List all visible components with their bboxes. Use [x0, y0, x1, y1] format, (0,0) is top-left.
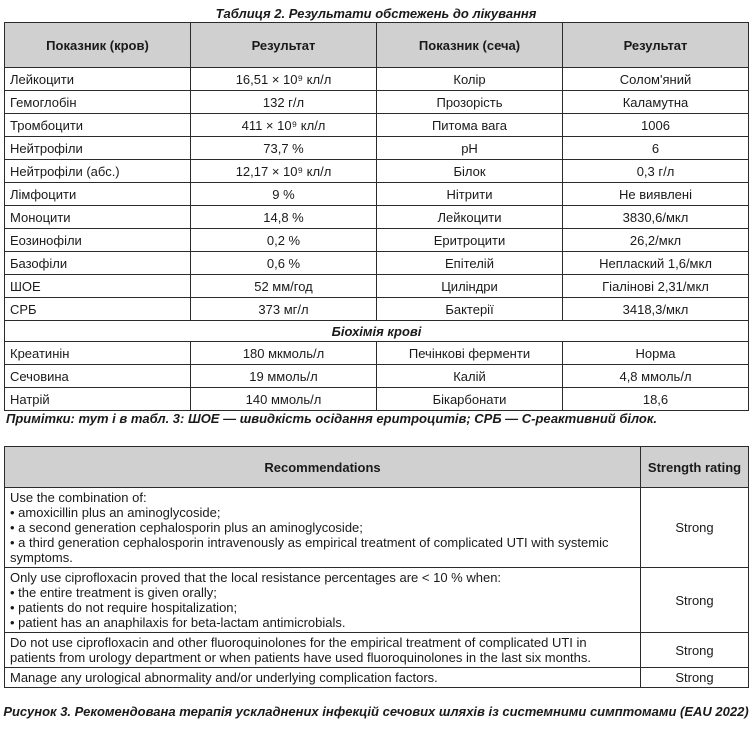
column-header-blood-indicator: Показник (кров): [5, 23, 191, 68]
table-cell: Лімфоцити: [5, 183, 191, 206]
table-row: [5, 365, 749, 388]
column-header-recommendations: Recommendations: [5, 447, 641, 488]
recommendation-text: Do not use ciprofloxacin and other fluoroquinolones for the empirical treatment of complicated UTI in patients from urology department or when patients have used fluoroquinolones in the last six months.: [10, 635, 592, 665]
table-cell: СРБ: [5, 298, 191, 321]
table-cell: 16,51 × 10⁹ кл/л: [191, 68, 377, 91]
table-notes: Примітки: тут і в табл. 3: ШОЕ — швидкість осідання еритроцитів; СРБ — С-реактивний білок.: [6, 411, 658, 426]
table-row: [5, 68, 749, 91]
strength-rating-cell: Strong: [641, 568, 749, 633]
recommendation-cell: [5, 668, 641, 688]
table-row: [5, 229, 749, 252]
table-row: [5, 183, 749, 206]
table-cell: Нейтрофіли (абс.): [5, 160, 191, 183]
table-cell: Не виявлені: [563, 183, 749, 206]
table-cell: Білок: [377, 160, 563, 183]
table-cell: Тромбоцити: [5, 114, 191, 137]
table-cell: 0,6 %: [191, 252, 377, 275]
strength-rating-cell: Strong: [641, 633, 749, 668]
table-row: [5, 488, 749, 568]
table-row: [5, 568, 749, 633]
table-cell: 19 ммоль/л: [191, 365, 377, 388]
table-row: [5, 114, 749, 137]
section-row: [5, 321, 749, 342]
recommendation-line: • a second generation cephalosporin plus an aminoglycoside;: [10, 520, 363, 535]
table-header-row: [5, 23, 749, 68]
table-cell: 1006: [563, 114, 749, 137]
table2-caption: Таблиця 2. Результати обстежень до лікування: [215, 6, 537, 21]
table-cell: 373 мг/л: [191, 298, 377, 321]
recommendation-text: Manage any urological abnormality and/or underlying complication factors.: [10, 670, 438, 685]
table-cell: Каламутна: [563, 91, 749, 114]
recommendation-line: • the entire treatment is given orally;: [10, 585, 217, 600]
figure3-caption: Рисунок 3. Рекомендована терапія ускладнених інфекцій сечових шляхів із системними симптомами (EAU 2022): [3, 704, 749, 719]
table-row: [5, 91, 749, 114]
column-header-strength-rating: Strength rating: [641, 447, 749, 488]
table-cell: 411 × 10⁹ кл/л: [191, 114, 377, 137]
table-header-row: [5, 447, 749, 488]
table-cell: Гемоглобін: [5, 91, 191, 114]
table-cell: 3830,6/мкл: [563, 206, 749, 229]
table-cell: Натрій: [5, 388, 191, 411]
table-cell: 9 %: [191, 183, 377, 206]
recommendation-line: • patients do not require hospitalization;: [10, 600, 238, 615]
section-title: Біохімія крові: [5, 321, 749, 342]
lab-results-table: [4, 22, 749, 411]
table-row: [5, 275, 749, 298]
table-cell: Лейкоцити: [377, 206, 563, 229]
table-cell: 18,6: [563, 388, 749, 411]
table-cell: Моноцити: [5, 206, 191, 229]
table-cell: 14,8 %: [191, 206, 377, 229]
table-row: [5, 252, 749, 275]
recommendations-table: [4, 446, 749, 688]
table-cell: Бактерії: [377, 298, 563, 321]
table-cell: 4,8 ммоль/л: [563, 365, 749, 388]
recommendation-line: • a third generation cephalosporin intravenously as empirical treatment of complicated UTI with systemic symptoms.: [10, 535, 609, 565]
table-cell: 26,2/мкл: [563, 229, 749, 252]
column-header-urine-indicator: Показник (сеча): [377, 23, 563, 68]
table-cell: Солом'яний: [563, 68, 749, 91]
table-cell: Нейтрофіли: [5, 137, 191, 160]
recommendation-text: Use the combination of:: [10, 490, 147, 505]
table-cell: рН: [377, 137, 563, 160]
recommendation-cell: [5, 633, 641, 668]
table-row: [5, 668, 749, 688]
table-cell: 3418,3/мкл: [563, 298, 749, 321]
table-cell: 180 мкмоль/л: [191, 342, 377, 365]
table-cell: Лейкоцити: [5, 68, 191, 91]
table-row: [5, 633, 749, 668]
table-row: [5, 137, 749, 160]
column-header-blood-result: Результат: [191, 23, 377, 68]
table-row: [5, 298, 749, 321]
table-cell: Еритроцити: [377, 229, 563, 252]
table-cell: Прозорість: [377, 91, 563, 114]
table-cell: Калій: [377, 365, 563, 388]
strength-rating-cell: Strong: [641, 668, 749, 688]
strength-rating-cell: Strong: [641, 488, 749, 568]
table-cell: Колір: [377, 68, 563, 91]
table-cell: 52 мм/год: [191, 275, 377, 298]
table-cell: Гіалінові 2,31/мкл: [563, 275, 749, 298]
recommendation-cell: [5, 488, 641, 568]
table-cell: Еозинофіли: [5, 229, 191, 252]
table-cell: ШОЕ: [5, 275, 191, 298]
table-cell: 0,2 %: [191, 229, 377, 252]
table-row: [5, 160, 749, 183]
column-header-urine-result: Результат: [563, 23, 749, 68]
table-cell: Норма: [563, 342, 749, 365]
table-cell: Циліндри: [377, 275, 563, 298]
table-cell: Неплаский 1,6/мкл: [563, 252, 749, 275]
recommendation-line: • patient has an anaphilaxis for beta-lactam antimicrobials.: [10, 615, 346, 630]
table-cell: 73,7 %: [191, 137, 377, 160]
table-cell: Креатинін: [5, 342, 191, 365]
table-cell: Нітрити: [377, 183, 563, 206]
table-cell: 0,3 г/л: [563, 160, 749, 183]
table-cell: 132 г/л: [191, 91, 377, 114]
table-row: [5, 206, 749, 229]
table-row: [5, 388, 749, 411]
table-cell: Бікарбонати: [377, 388, 563, 411]
table-cell: Епітелій: [377, 252, 563, 275]
table-cell: 6: [563, 137, 749, 160]
recommendation-line: • amoxicillin plus an aminoglycoside;: [10, 505, 221, 520]
table-cell: 140 ммоль/л: [191, 388, 377, 411]
table-cell: 12,17 × 10⁹ кл/л: [191, 160, 377, 183]
table-cell: Печінкові ферменти: [377, 342, 563, 365]
table-cell: Базофіли: [5, 252, 191, 275]
table-cell: Сечовина: [5, 365, 191, 388]
recommendation-cell: [5, 568, 641, 633]
recommendation-text: Only use ciprofloxacin proved that the local resistance percentages are < 10 % when:: [10, 570, 502, 585]
table-cell: Питома вага: [377, 114, 563, 137]
table-row: [5, 342, 749, 365]
